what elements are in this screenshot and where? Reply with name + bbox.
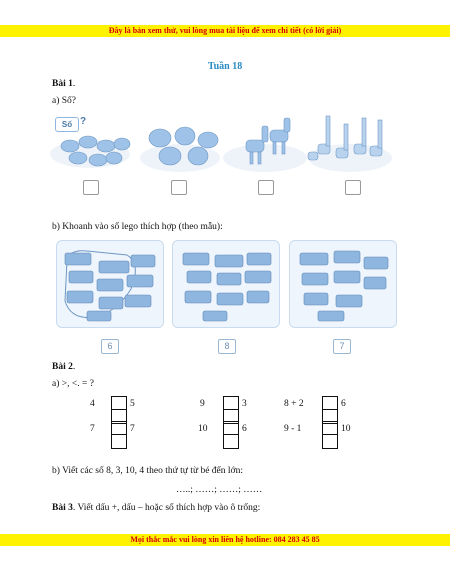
ground-shadow-3 <box>223 144 307 172</box>
exercise-1a-prompt: a) Số? <box>52 96 77 106</box>
compare-right: 6 <box>341 399 346 409</box>
lego-bricks-1 <box>57 241 163 327</box>
lego-number-3[interactable]: 7 <box>333 339 351 354</box>
compare-left: 8 + 2 <box>284 399 304 409</box>
exercise-2b-prompt: b) Viết các số 8, 3, 10, 4 theo thứ tự từ bé đến lớn: <box>52 466 243 476</box>
compare-left: 4 <box>90 399 95 409</box>
compare-right: 3 <box>242 399 247 409</box>
compare-box[interactable] <box>322 421 338 449</box>
answer-box-elephants[interactable] <box>171 180 187 195</box>
lego-panel-3 <box>289 240 397 328</box>
compare-box[interactable] <box>111 396 127 424</box>
lego-number-1[interactable]: 6 <box>101 339 119 354</box>
compare-left: 9 - 1 <box>284 424 302 434</box>
animal-groups-illustration <box>50 112 395 182</box>
so-tag: Số <box>55 117 79 132</box>
compare-box[interactable] <box>223 421 239 449</box>
exercise-1-heading: Bài 1. <box>52 79 76 89</box>
compare-box[interactable] <box>223 396 239 424</box>
header-notice: Đây là bản xem thử, vui lòng mua tài liệu để xem chi tiết (có lời giải) <box>0 25 450 37</box>
compare-right: 6 <box>242 424 247 434</box>
lego-bricks-2 <box>173 241 279 327</box>
question-mark: ? <box>80 116 87 127</box>
exercise-1b-prompt: b) Khoanh vào số lego thích hợp (theo mẫu): <box>52 222 223 232</box>
exercise-3-prompt: Bài 3. Viết dấu +, dấu – hoặc số thích hợp vào ô trống: <box>52 503 261 513</box>
answer-box-sheep[interactable] <box>83 180 99 195</box>
answer-box-giraffes[interactable] <box>345 180 361 195</box>
compare-box[interactable] <box>322 396 338 424</box>
answer-box-horses[interactable] <box>258 180 274 195</box>
compare-right: 7 <box>130 424 135 434</box>
exercise-2a-prompt: a) >, <. = ? <box>52 379 94 389</box>
compare-left: 7 <box>90 424 95 434</box>
exercise-2-heading: Bài 2. <box>52 362 76 372</box>
compare-right: 10 <box>341 424 351 434</box>
lego-bricks-3 <box>290 241 396 327</box>
compare-box[interactable] <box>111 421 127 449</box>
lego-number-2[interactable]: 8 <box>218 339 236 354</box>
lego-panel-1 <box>56 240 164 328</box>
compare-left: 10 <box>198 424 208 434</box>
giraffe-icon <box>308 116 382 160</box>
lego-panel-2 <box>172 240 280 328</box>
compare-right: 5 <box>130 399 135 409</box>
exercise-2b-answer-line[interactable]: …..; ……; ……; …… <box>176 485 263 495</box>
compare-left: 9 <box>200 399 205 409</box>
week-title: Tuần 18 <box>207 61 243 72</box>
footer-notice: Mọi thắc mắc vui lòng xin liên hệ hotline: 084 283 45 85 <box>0 534 450 546</box>
